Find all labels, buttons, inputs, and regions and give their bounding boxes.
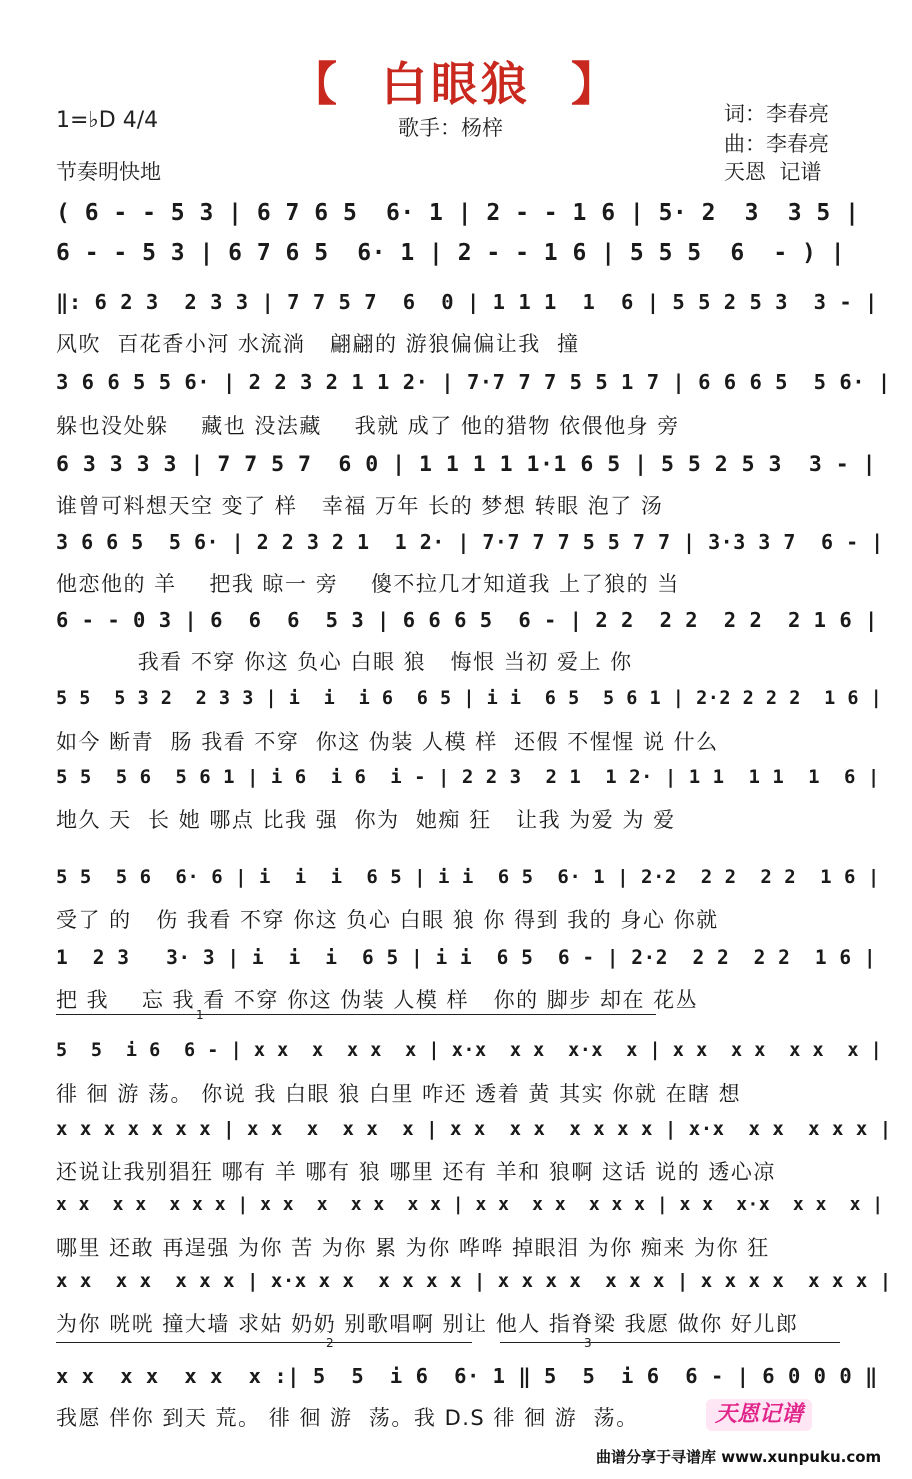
score-line-4-notes: 3 6 6 5 5 6· | 2 2 3 2 1 1 2· | 7·7 7 7 5 5 1 7 | 6 6 6 5 5 6· |: [56, 370, 891, 394]
score-line-14-lyrics: 哪里 还敢 再逞强 为你 苦 为你 累 为你 哗哗 掉眼泪 为你 痴来 为你 狂: [56, 1236, 770, 1260]
singer-credit: 歌手：杨梓: [398, 116, 503, 140]
score-line-12-notes: 5 5 i 6 6 - | x x x x x x | x·x x x x·x x | x x x x x x x |: [56, 1040, 883, 1061]
volta-bracket-3: [500, 1342, 840, 1353]
song-title: 【 白眼狼 】: [290, 57, 622, 111]
score-line-11-notes: 1 2 3 3· 3 | i i i 6 5 | i i 6 5 6 - | 2·2 2 2 2 2 1 6 |: [56, 946, 877, 969]
score-line-10-notes: 5 5 5 6 6· 6 | i i i 6 5 | i i 6 5 6· 1 | 2·2 2 2 2 2 1 6 |: [56, 866, 880, 888]
score-line-6-notes: 3 6 6 5 5 6· | 2 2 3 2 1 1 2· | 7·7 7 7 5 5 7 7 | 3·3 3 7 6 - |: [56, 530, 884, 554]
volta-number-2: 2: [326, 1336, 334, 1350]
score-line-9-notes: 5 5 5 6 5 6 1 | i 6 i 6 i - | 2 2 3 2 1 1 2· | 1 1 1 1 1 6 |: [56, 766, 880, 788]
score-line-11-lyrics: 把 我 忘 我 看 不穿 你这 伪装 人模 样 你的 脚步 却在 花丛: [56, 988, 699, 1012]
score-line-1-notes: ( 6 - - 5 3 | 6 7 6 5 6· 1 | 2 - - 1 6 | 5· 2 3 3 5 |: [56, 200, 860, 226]
score-line-5-notes: 6 3 3 3 3 | 7 7 5 7 6 0 | 1 1 1 1 1·1 6 5 | 5 5 2 5 3 3 - |: [56, 452, 877, 477]
volta-bracket-1: [56, 1014, 656, 1025]
transcriber-seal: 天恩记谱: [706, 1399, 812, 1431]
volta-bracket-2: [56, 1342, 472, 1353]
score-line-3-notes: ‖: 6 2 3 2 3 3 | 7 7 5 7 6 0 | 1 1 1 1 6 | 5 5 2 5 3 3 - |: [56, 290, 878, 314]
score-line-15-notes: x x x x x x x | x·x x x x x x x | x x x x x x x | x x x x x x x |: [56, 1270, 892, 1292]
score-line-8-lyrics: 如今 断青 肠 我看 不穿 你这 伪装 人模 样 还假 不惺惺 说 什么: [56, 730, 719, 754]
transcriber-credit: 天恩 记谱: [724, 160, 822, 184]
score-line-7-notes: 6 - - 0 3 | 6 6 6 5 3 | 6 6 6 5 6 - | 2 2 2 2 2 2 2 1 6 |: [56, 608, 878, 632]
score-line-4-lyrics: 躲也没处躲 藏也 没法藏 我就 成了 他的猎物 依偎他身 旁: [56, 414, 680, 438]
score-line-13-notes: x x x x x x x | x x x x x x | x x x x x x x x | x·x x x x x x |: [56, 1118, 892, 1140]
score-line-16-lyrics: 我愿 伴你 到天 荒。 徘 徊 游 荡。我 D.S 徘 徊 游 荡。: [56, 1406, 639, 1430]
composer-credit: 曲：李春亮: [724, 132, 829, 156]
score-line-16-notes: x x x x x x x :| 5 5 i 6 6· 1 ‖ 5 5 i 6 6 - | 6 0 0 0 ‖: [56, 1364, 878, 1388]
volta-number-3: 3: [584, 1336, 592, 1350]
score-line-8-notes: 5 5 5 3 2 2 3 3 | i i i 6 6 5 | i i 6 5 5 6 1 | 2·2 2 2 2 1 6 |: [56, 688, 883, 709]
tempo-marking: 节奏明快地: [56, 160, 161, 184]
score-line-13-lyrics: 还说让我别猖狂 哪有 羊 哪有 狼 哪里 还有 羊和 狼啊 这话 说的 透心凉: [56, 1160, 776, 1184]
key-signature: 1=♭D 4/4: [56, 108, 159, 133]
score-line-3-lyrics: 风吹 百花香小河 水流淌 翩翩的 游狼偏偏让我 撞: [56, 332, 580, 356]
lyricist-credit: 词：李春亮: [724, 102, 829, 126]
score-line-14-notes: x x x x x x x | x x x x x x x | x x x x x x x | x x x·x x x x |: [56, 1194, 884, 1215]
score-line-10-lyrics: 受了 的 伤 我看 不穿 你这 负心 白眼 狼 你 得到 我的 身心 你就: [56, 908, 719, 932]
score-line-2-notes: 6 - - 5 3 | 6 7 6 5 6· 1 | 2 - - 1 6 | 5 5 5 6 - ) |: [56, 240, 846, 266]
score-line-9-lyrics: 地久 天 长 她 哪点 比我 强 你为 她痴 狂 让我 为爱 为 爱: [56, 808, 676, 832]
score-line-12-lyrics: 徘 徊 游 荡。 你说 我 白眼 狼 白里 咋还 透着 黄 其实 你就 在瞎 想: [56, 1082, 742, 1106]
score-line-5-lyrics: 谁曾可料想天空 变了 样 幸福 万年 长的 梦想 转眼 泡了 汤: [56, 494, 664, 518]
score-line-6-lyrics: 他恋他的 羊 把我 晾一 旁 傻不拉几才知道我 上了狼的 当: [56, 572, 680, 596]
volta-number-1: 1: [196, 1008, 204, 1022]
score-line-15-lyrics: 为你 咣咣 撞大墙 求姑 奶奶 别歌唱啊 别让 他人 指脊梁 我愿 做你 好儿郎: [56, 1312, 799, 1336]
source-footer: 曲谱分享于寻谱库 www.xunpuku.com: [596, 1448, 882, 1466]
score-line-7-lyrics: 我看 不穿 你这 负心 白眼 狼 悔恨 当初 爱上 你: [56, 650, 633, 674]
